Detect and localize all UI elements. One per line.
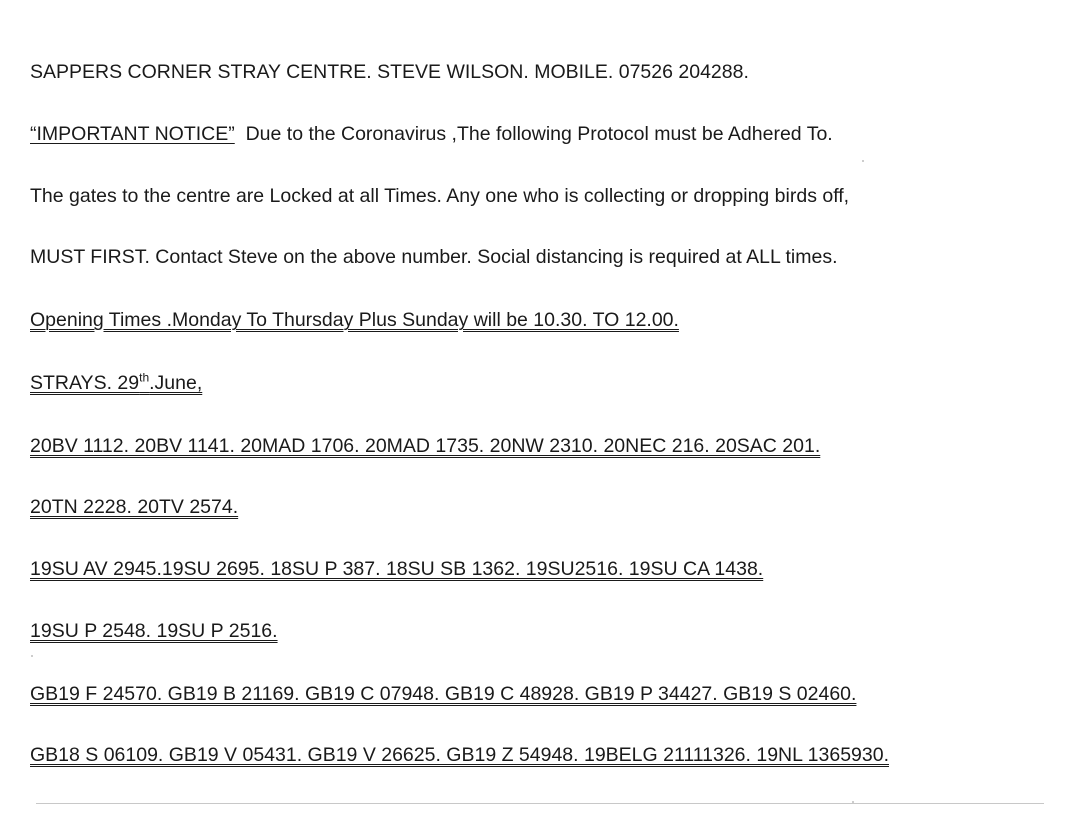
opening-times-line bbox=[30, 308, 679, 332]
scan-speck bbox=[852, 801, 854, 803]
contact-text: SAPPERS CORNER STRAY CENTRE. STEVE WILSON. MOBILE. 07526 204288. bbox=[30, 61, 749, 83]
strays-superscript: th bbox=[139, 370, 150, 385]
contact-line bbox=[30, 60, 749, 84]
ring-line-4 bbox=[30, 619, 278, 643]
bottom-divider bbox=[36, 803, 1044, 804]
ring-list-text: 20BV 1112. 20BV 1141. 20MAD 1706. 20MAD 1735. 20NW 2310. 20NEC 216. 20SAC 201. bbox=[30, 435, 821, 457]
important-notice-line bbox=[30, 122, 833, 146]
ring-line-6 bbox=[30, 743, 889, 767]
ring-list-text: GB19 F 24570. GB19 B 21169. GB19 C 07948. GB19 C 48928. GB19 P 34427. GB19 S 02460. bbox=[30, 683, 857, 705]
important-notice-text: Due to the Coronavirus ,The following Protocol must be Adhered To. bbox=[245, 123, 833, 145]
opening-times-text: Opening Times .Monday To Thursday Plus Sunday will be 10.30. TO 12.00. bbox=[30, 309, 679, 331]
ring-list-text: 20TN 2228. 20TV 2574. bbox=[30, 496, 239, 518]
must-first-text: MUST FIRST. Contact Steve on the above number. Social distancing is required at ALL times. bbox=[30, 246, 838, 268]
scan-speck bbox=[862, 160, 864, 162]
ring-line-2 bbox=[30, 495, 238, 519]
strays-heading-text bbox=[30, 372, 202, 394]
strays-suffix: .June, bbox=[149, 372, 203, 394]
gates-text: The gates to the centre are Locked at all Times. Any one who is collecting or dropping birds off, bbox=[30, 185, 850, 207]
gates-line bbox=[30, 184, 849, 208]
ring-line-1 bbox=[30, 434, 820, 458]
important-notice-label: “IMPORTANT NOTICE” bbox=[30, 123, 235, 145]
ring-line-3 bbox=[30, 557, 763, 581]
ring-line-5 bbox=[30, 682, 856, 706]
ring-list-text: 19SU P 2548. 19SU P 2516. bbox=[30, 620, 278, 642]
strays-prefix: STRAYS. 29 bbox=[30, 372, 140, 394]
ring-list-text: GB18 S 06109. GB19 V 05431. GB19 V 26625. GB19 Z 54948. 19BELG 21111326. 19NL 1365930. bbox=[30, 744, 889, 766]
strays-heading bbox=[30, 371, 202, 395]
scan-speck bbox=[31, 655, 33, 657]
must-first-line bbox=[30, 245, 838, 269]
ring-list-text: 19SU AV 2945.19SU 2695. 18SU P 387. 18SU SB 1362. 19SU2516. 19SU CA 1438. bbox=[30, 558, 764, 580]
